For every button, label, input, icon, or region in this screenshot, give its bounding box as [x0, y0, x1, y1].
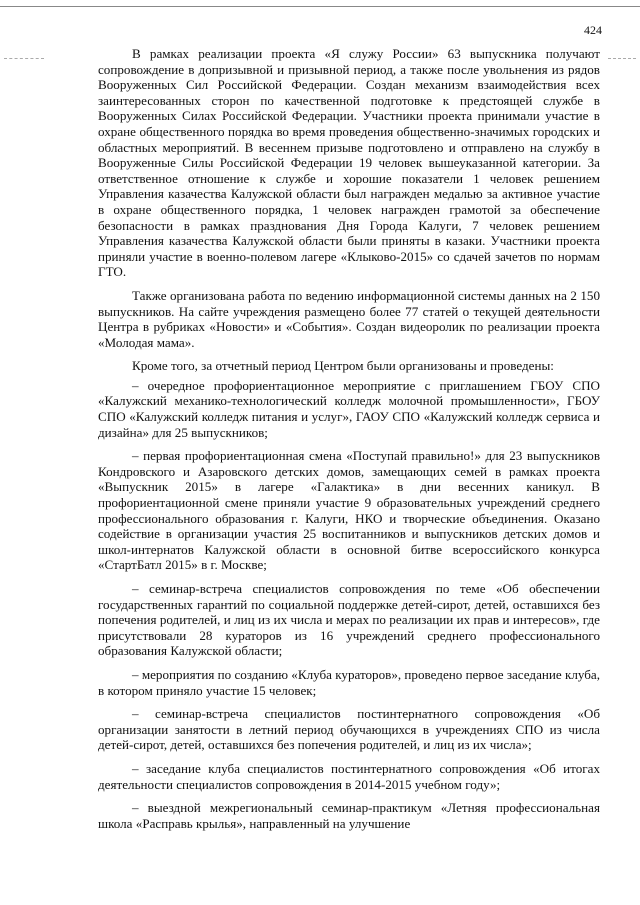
page-number: 424	[584, 23, 602, 37]
paragraph-project-i-serve-russia: В рамках реализации проекта «Я служу России» 63 выпускника получают сопровождение в допризывной и призывной период, а также после увольнения из рядов Вооруженных Сил Российской Федерации. Создан механизм взаимодействия всех заинтересованных сторон по качественной подготовке к предстоящей службе в Вооруженных Силах Российской Федерации. Участники проекта принимали участие в охране общественного порядка во время проведения общественно-значимых городских и областных мероприятий. В весеннем призыве подготовлено и отправлено на службу в Вооруженные Силы Российской Федерации 19 человек вышеуказанной категории. За ответственное отношение к службе и хорошие показатели 1 человек решением Управления казачества Калужской области был награжден медалью за активное участие в охране общественного порядка, 1 человек награжден грамотой за обеспечение безопасности в рамках празднования Дня Города Калуги, 7 человек решением Управления казачества Калужской области были приняты в казаки. Участники проекта приняли участие в военно-полевом лагере «Клыково-2015» со сдачей зачетов по нормам ГТО.	[98, 46, 600, 280]
paragraph-events-intro: Кроме того, за отчетный период Центром были организованы и проведены:	[132, 358, 554, 374]
list-item-career-guidance-event: – очередное профориентационное мероприятие с приглашением ГБОУ СПО «Калужский механико-технологический колледж молочной промышленности», ГБОУ СПО «Калужский колледж питания и услуг», ГАОУ СПО «Калужский колледж сервиса и дизайна» для 25 выпускников;	[98, 377, 600, 440]
list-item-interregional-seminar: – выездной межрегиональный семинар-практикум «Летняя профессиональная школа «Расправь крылья», направленный на улучшение	[98, 800, 600, 831]
list-item-club-meeting: – заседание клуба специалистов постинтернатного сопровождения «Об итогах деятельности специалистов сопровождения в 2014-2015 учебном году»;	[98, 760, 600, 792]
list-item-curators-club: – мероприятия по созданию «Клуба кураторов», проведено первое заседание клуба, в котором приняло участие 15 человек;	[98, 666, 601, 698]
scan-top-rule	[0, 6, 640, 7]
list-item-career-guidance-shift: – первая профориентационная смена «Поступай правильно!» для 23 выпускников Кондровского и Азаровского детских домов, замещающих семей в рамках проекта «Выпускник 2015» в лагере «Галактика» в дни весенних каникул. В профориентационной смене приняли участие 9 образовательных учреждений среднего профессионального образования г. Калуги, НКО и творческие объединения. Оказано содействие в организации участия 25 воспитанников и выпускников детских домов и школ-интернатов Калужской области в основной битве всероссийского конкурса «СтартБатл 2015» в г. Москве;	[98, 448, 600, 573]
paragraph-information-system: Также организована работа по ведению информационной системы данных на 2 150 выпускников. На сайте учреждения размещено более 77 статей о текущей деятельности Центра в рубриках «Новости» и «События». Создан видеоролик по реализации проекта «Молодая мама».	[98, 287, 600, 350]
scan-margin-mark-left	[4, 58, 44, 59]
scan-margin-mark-right	[608, 58, 636, 59]
list-item-seminar-guarantees: – семинар-встреча специалистов сопровождения по теме «Об обеспечении государственных гарантий по социальной поддержке детей-сирот, детей, оставшихся без попечения родителей, и лиц из их числа и мерах по реализации их прав и интересов», где присутствовали 28 кураторов из 16 учреждений среднего профессионального образования Калужской области;	[98, 581, 600, 659]
list-item-seminar-summer-employment: – семинар-встреча специалистов постинтернатного сопровождения «Об организации занятости в летний период обучающихся в учреждениях СПО из числа детей-сирот, детей, оставшихся без попечения родителей, и лиц из их числа»;	[98, 706, 600, 753]
document-body	[98, 46, 600, 839]
